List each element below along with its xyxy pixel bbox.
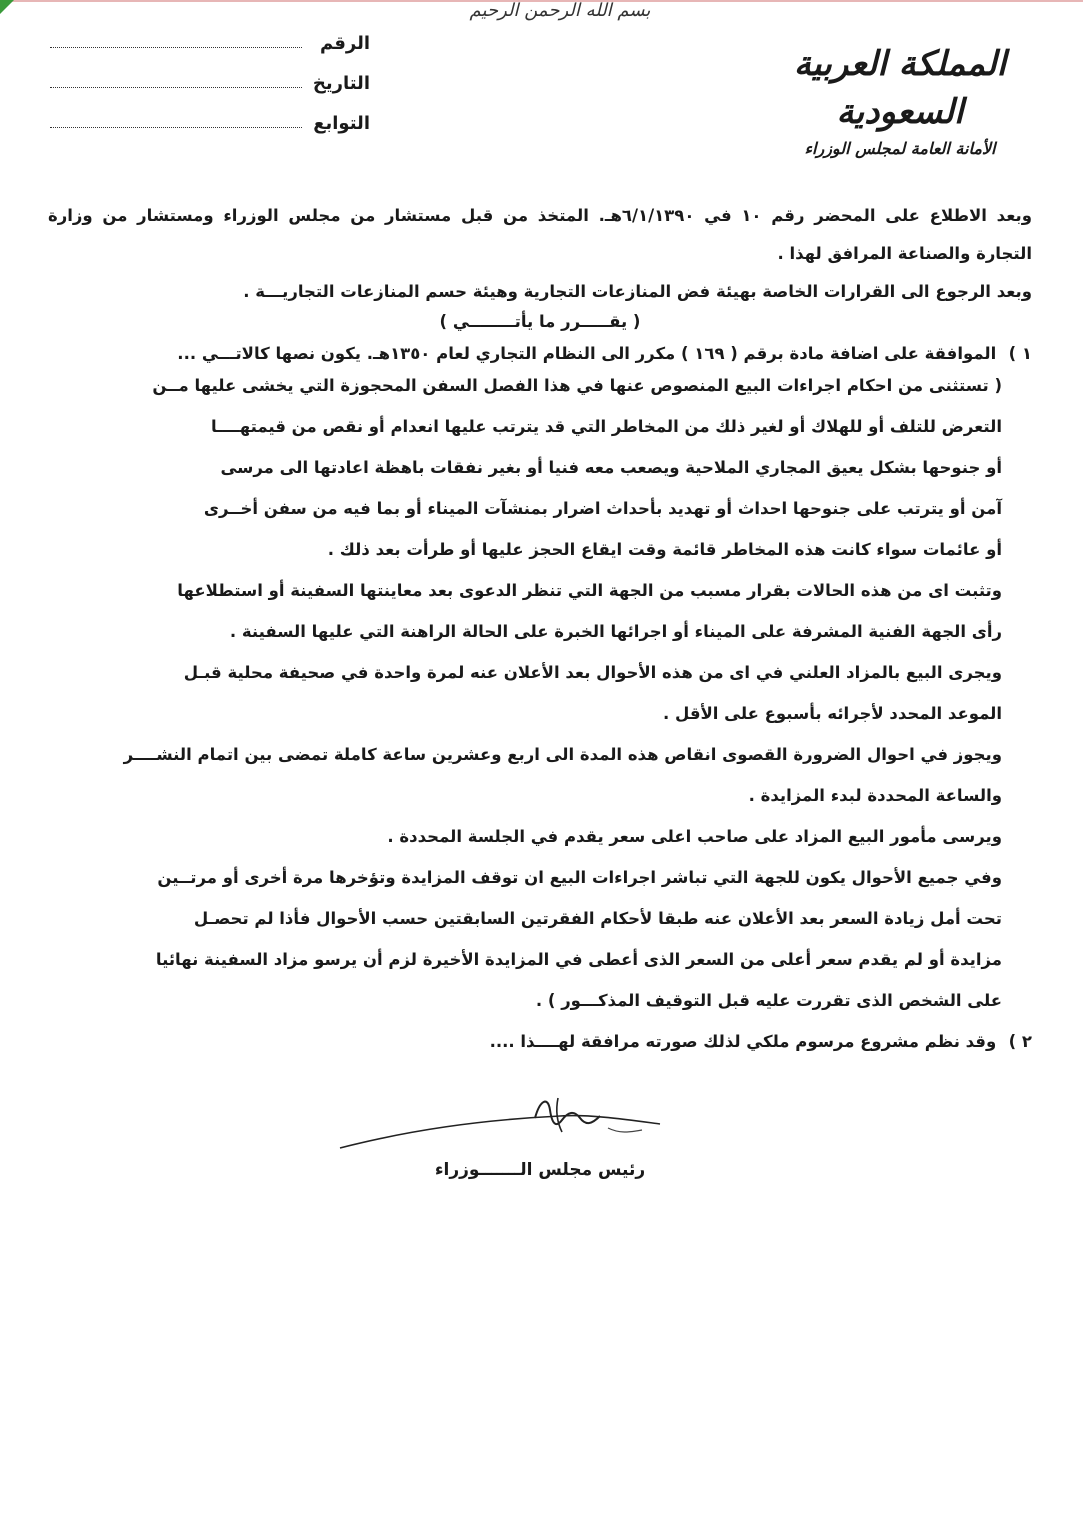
document-body — [48, 200, 1032, 1056]
body-line: وقد نظم مشروع مرسوم ملكي لذلك صورته مرافقة لهــــذا .... — [489, 1032, 997, 1051]
decision-heading: ( يقـــــرر ما يأتــــــــي ) — [439, 312, 641, 331]
body-line: تحت أمل زيادة السعر بعد الأعلان عنه طبقا لأحكام الفقرتين السابقتين حسب الأحوال فأذا لم تحصـل — [193, 909, 1002, 928]
ref-date-line — [50, 86, 302, 88]
basmala: بسم الله الرحمن الرحيم — [469, 0, 651, 21]
body-line: والساعة المحددة لبدء المزايدة . — [748, 786, 1002, 805]
item-line — [48, 1030, 1032, 1056]
ref-attachments-line — [50, 126, 302, 128]
item-line — [48, 342, 1032, 368]
body-line: التجارة والصناعة المرافق لهذا . — [777, 244, 1032, 263]
ref-date-row — [50, 54, 370, 94]
corner-marker-icon — [0, 0, 14, 14]
body-line: ويرسى مأمور البيع المزاد على صاحب اعلى سعر يقدم في الجلسة المحددة . — [387, 827, 1002, 846]
reference-fields — [50, 14, 370, 134]
body-line: ( تستثنى من احكام اجراءات البيع المنصوص عنها في هذا الفصل السفن المحجوزة التي يخشى عليها مــن — [152, 376, 1002, 395]
body-line: وفي جميع الأحوال يكون للجهة التي تباشر اجراءات البيع ان توقف المزايدة وتؤخرها مرة أخرى أو مرتــين — [157, 868, 1002, 887]
body-line: رأى الجهة الفنية المشرفة على الميناء أو اجرائها الخبرة على الحالة الراهنة التي عليها السفينة . — [229, 622, 1002, 641]
ref-number-line — [50, 46, 302, 48]
body-line: وبعد الرجوع الى القرارات الخاصة بهيئة فض المنازعات التجارية وهيئة حسم المنازعات التجاريـــة . — [243, 282, 1032, 301]
letterhead — [765, 40, 1035, 162]
ref-number-row — [50, 14, 370, 54]
ref-date-label: التاريخ — [312, 73, 370, 94]
body-line: آمن أو يترتب على جنوحها احداث أو تهديد بأحداث اضرار بمنشآت الميناء أو بما فيه من سفن أخــرى — [203, 499, 1002, 518]
signature-title: رئيس مجلس الـــــــوزراء — [434, 1160, 646, 1180]
body-line: مزايدة أو لم يقدم سعر أعلى من السعر الذى أعطى في المزايدة الأخيرة لزم أن يرسو مزاد السفينة نهائيا — [155, 950, 1002, 969]
body-line: وتثبت اى من هذه الحالات بقرار مسبب من الجهة التي تنظر الدعوى بعد معاينتها السفينة أو استطلاعها — [177, 581, 1002, 600]
handwritten-signature — [330, 1090, 750, 1160]
ref-attachments-row — [50, 94, 370, 134]
item-number: ٢ ) — [1008, 1032, 1032, 1051]
ref-number-label: الرقم — [319, 33, 370, 54]
body-line: وبعد الاطلاع على المحضر رقم ١٠ في ٦/١/١٣٩٠هـ. المتخذ من قبل مستشار من مجلس الوزراء ومستشار من وزارة — [48, 206, 1032, 225]
item-number: ١ ) — [1008, 344, 1032, 363]
body-line: ويجرى البيع بالمزاد العلني في اى من هذه الأحوال بعد الأعلان عنه لمرة واحدة في صحيفة محلية قبـل — [183, 663, 1002, 682]
body-line: أو عائمات سواء كانت هذه المخاطر قائمة وقت ايقاع الحجز عليها أو طرأت بعد ذلك . — [327, 540, 1002, 559]
body-line: أو جنوحها بشكل يعيق المجاري الملاحية ويصعب معه فنيا أو بغير نفقات باهظة اعادتها الى مرسى — [220, 458, 1002, 477]
signature-block — [330, 1090, 750, 1200]
secretariat-title: الأمانة العامة لمجلس الوزراء — [804, 139, 996, 158]
body-line: على الشخص الذى تقررت عليه قبل التوقيف المذكـــور ) . — [535, 991, 1002, 1010]
body-line: الموعد المحدد لأجرائه بأسبوع على الأقل . — [662, 704, 1002, 723]
kingdom-title: المملكة العربية السعودية — [793, 44, 1007, 132]
ref-attachments-label: التوابع — [313, 113, 370, 134]
body-line: الموافقة على اضافة مادة برقم ( ١٦٩ ) مكرر الى النظام التجاري لعام ١٣٥٠هـ. يكون نصها كالاتـــي ... — [177, 344, 997, 363]
body-line: ويجوز في احوال الضرورة القصوى انقاص هذه المدة الى اربع وعشرين ساعة كاملة تمضى بين اتمام النشــــر — [123, 745, 1002, 764]
body-line: التعرض للتلف أو للهلاك أو لغير ذلك من المخاطر التي قد يترتب عليها انعدام أو نقص من قيمتهــــا — [210, 417, 1002, 436]
